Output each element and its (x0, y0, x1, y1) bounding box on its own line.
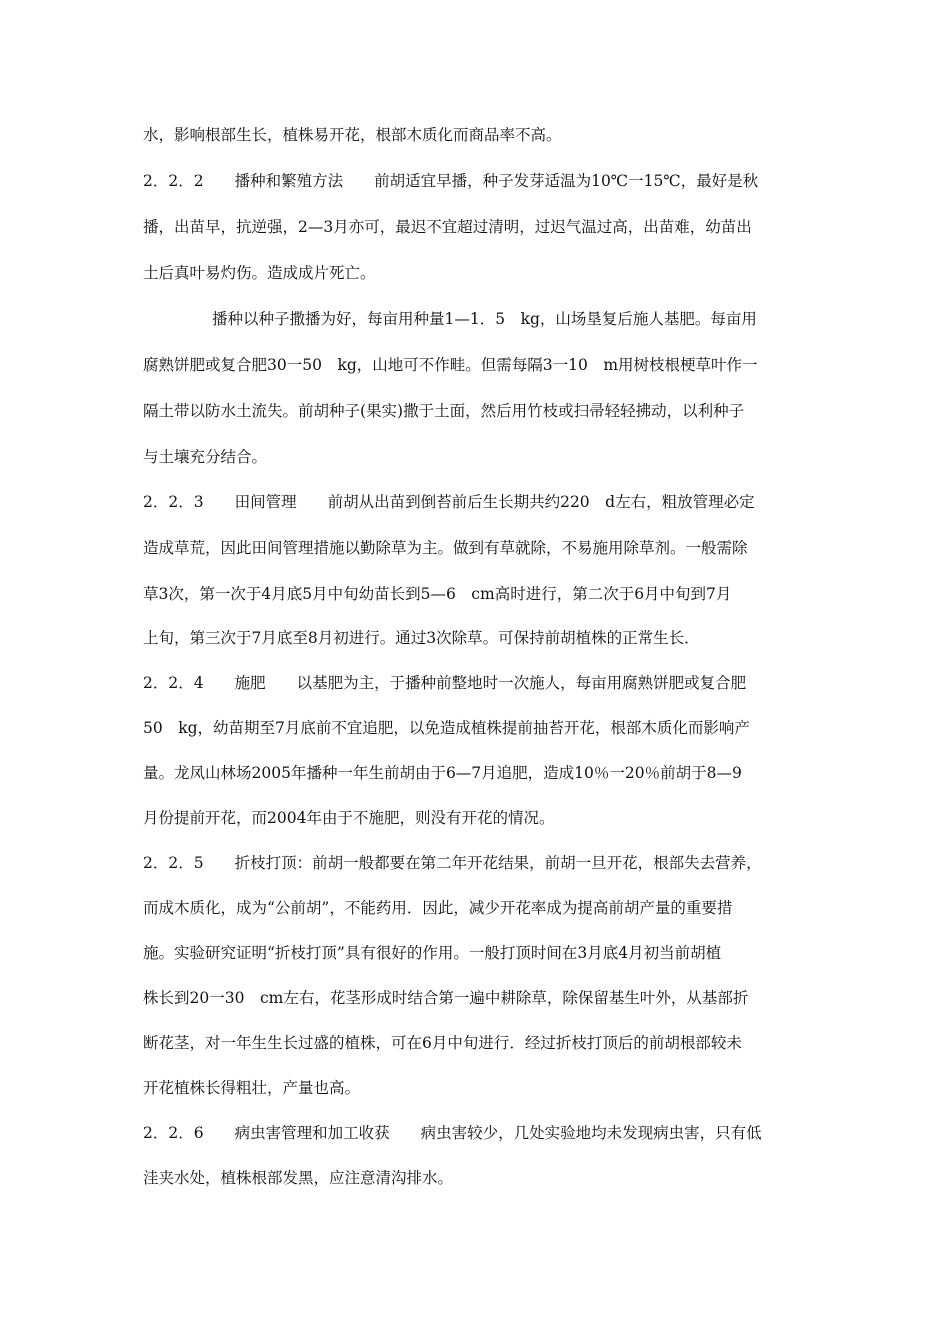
text-line: 水，影响根部生长，植株易开花，根部木质化而商品率不高。 (143, 126, 562, 144)
text-line: 断花茎，对一年生生长过盛的植株，可在6月中旬进行．经过折枝打顶后的前胡根部较未 (143, 1034, 742, 1052)
text-line: 而成木质化，成为“公前胡”，不能药用．因此，减少开花率成为提高前胡产量的重要措 (143, 899, 733, 917)
text-line: 50 kg，幼苗期至7月底前不宜追肥，以免造成植株提前抽苔开花，根部木质化而影响产 (143, 719, 750, 737)
section-2-2-3-heading-line: 2．2．3 田间管理 前胡从出苗到倒苔前后生长期共约220 d左右，粗放管理必定 (143, 493, 755, 511)
text-line: 量。龙凤山林场2005年播种一年生前胡由于6—7月追肥，造成10％一20％前胡于8—9 (143, 764, 742, 782)
text-line: 施。实验研究证明“折枝打顶”具有很好的作用。一般打顶时间在3月底4月初当前胡植 (143, 944, 722, 962)
section-2-2-6-heading-line: 2．2．6 病虫害管理和加工收获 病虫害较少，几处实验地均未发现病虫害，只有低 (143, 1124, 762, 1142)
section-2-2-4-heading-line: 2．2．4 施肥 以基肥为主，于播种前整地时一次施人，每亩用腐熟饼肥或复合肥 (143, 674, 747, 692)
text-line: 株长到20一30 cm左右，花茎形成时结合第一遍中耕除草，除保留基生叶外，从基部折 (143, 989, 749, 1007)
text-line: 腐熟饼肥或复合肥30一50 kg，山地可不作畦。但需每隔3一10 m用树枝根梗草叶作一 (143, 356, 758, 374)
text-line: 播，出苗早，抗逆强，2—3月亦可，最迟不宜超过清明，过迟气温过高，出苗难，幼苗出 (143, 218, 752, 236)
text-line: 月份提前开花，而2004年由于不施肥，则没有开花的情况。 (143, 809, 555, 827)
text-line: 造成草荒，因此田间管理措施以勤除草为主。做到有草就除，不易施用除草剂。一般需除 (143, 539, 748, 557)
text-line: 与土壤充分结合。 (143, 448, 268, 466)
text-line: 草3次，第一次于4月底5月中旬幼苗长到5—6 cm高时进行，第二次于6月中旬到7月 (143, 585, 732, 603)
paragraph-first-line: 播种以种子撒播为好，每亩用种量1—1．5 kg，山场垦复后施人基肥。每亩用 (212, 310, 757, 328)
text-line: 洼夹水处，植株根部发黑，应注意清沟排水。 (143, 1169, 454, 1187)
text-line: 土后真叶易灼伤。造成成片死亡。 (143, 264, 376, 282)
text-line: 开花植株长得粗壮，产量也高。 (143, 1079, 361, 1097)
text-line: 上旬，第三次于7月底至8月初进行。通过3次除草。可保持前胡植株的正常生长． (143, 629, 700, 647)
section-2-2-5-heading-line: 2．2．5 折枝打顶：前胡一般都要在第二年开花结果，前胡一旦开花，根部失去营养， (143, 854, 762, 872)
text-line: 隔土带以防水土流失。前胡种子(果实)撒于土面，然后用竹枝或扫帚轻轻拂动，以利种子 (143, 402, 745, 420)
section-2-2-2-heading-line: 2．2．2 播种和繁殖方法 前胡适宜早播，种子发芽适温为10℃一15℃，最好是秋 (143, 172, 759, 190)
